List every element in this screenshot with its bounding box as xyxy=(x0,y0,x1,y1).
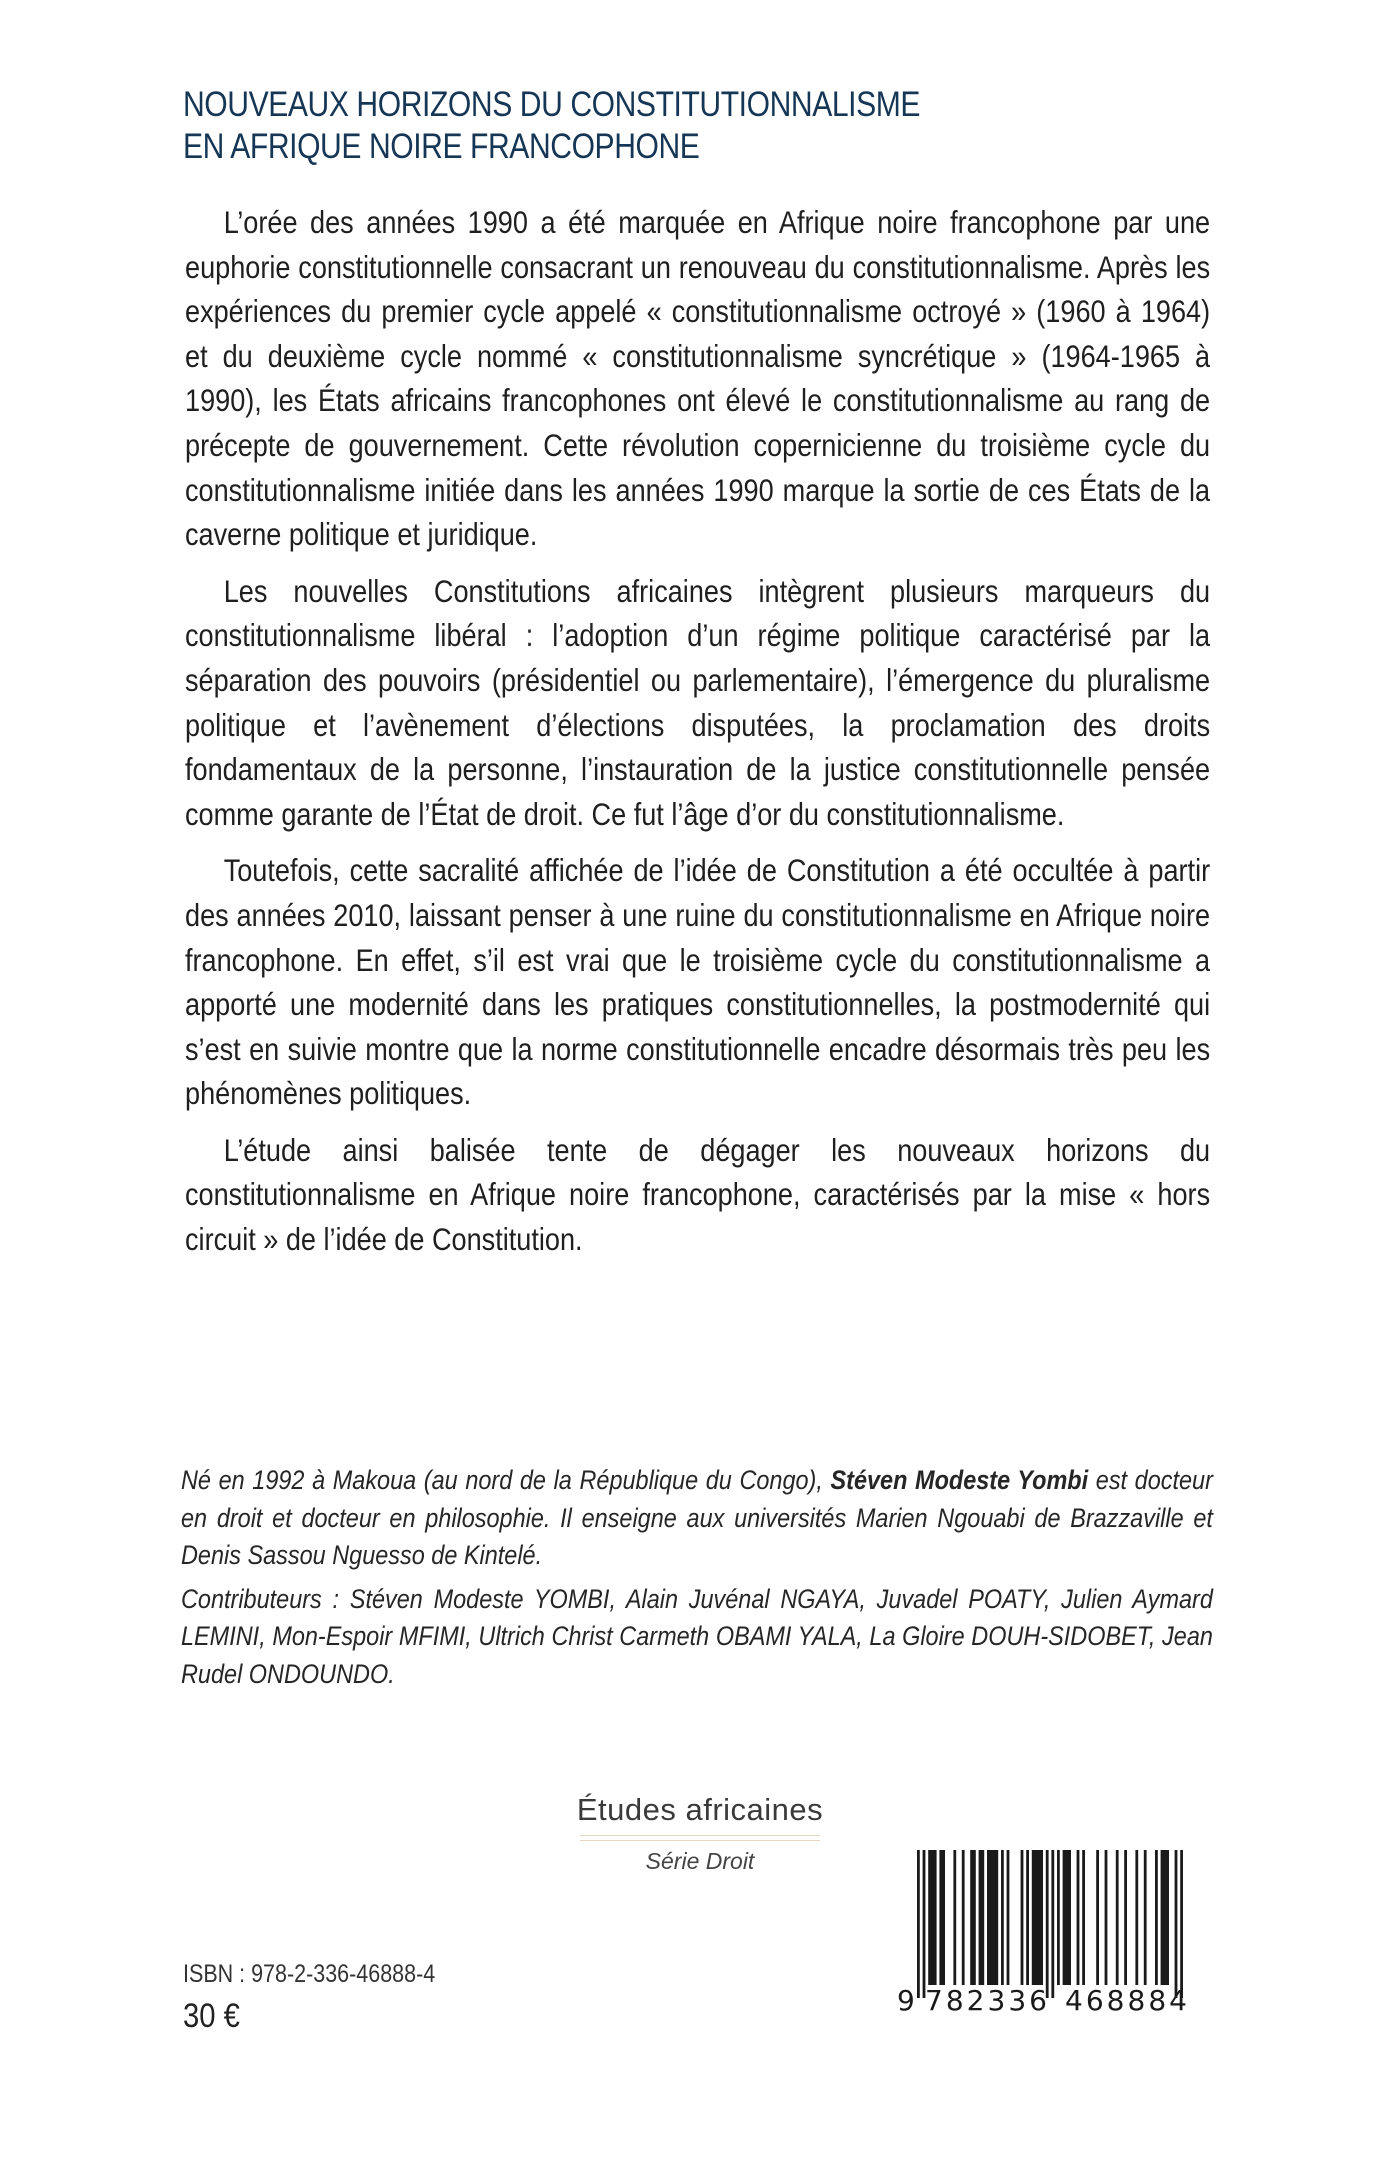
barcode-bar xyxy=(939,1850,945,1985)
barcode-bar xyxy=(1155,1850,1158,1985)
blurb-paragraph-3: Toutefois, cette sacralité affichée de l’idée de Constitution a été occultée à partir des années 2010, laissant penser à une ruine du constitutionnalisme en Afrique noire francophone. En effet, s’il est vrai que le troisième cycle du constitutionnalisme a apporté une modernité dans les pratiques constitutionnelles, la postmodernité qui s’est en suivie montre que la norme constitutionnelle encadre désormais très peu les phénomènes politiques. xyxy=(185,852,1211,1112)
barcode-bar xyxy=(1077,1850,1080,1985)
barcode-bar xyxy=(962,1850,965,1985)
author-bio xyxy=(181,1462,1213,1699)
book-title xyxy=(183,84,1129,168)
barcode-guard-bar xyxy=(923,1850,926,1998)
blurb-paragraph-1: L’orée des années 1990 a été marquée en Afrique noire francophone par une euphorie constitutionnelle consacrant un renouveau du constitutionnalisme. Après les expériences du premier cycle appelé « constitutionnalisme octroyé » (1960 à 1964) et du deuxième cycle nommé « constitutionnalisme syncrétique » (1964-1965 à 1990), les États africains francophones ont élevé le constitutionnalisme au rang de précepte de gouvernement. Cette révolution copernicienne du troisième cycle du constitutionnalisme initiée dans les années 1990 marque la sortie de ces États de la caverne politique et juridique. xyxy=(185,204,1211,553)
barcode-bar xyxy=(1082,1850,1085,1985)
bio-rest: est docteur en droit et docteur en philosophie. Il enseigne aux universités Marien Ngouabi de Brazzaville et Denis Sassou Nguesso de Kintelé. xyxy=(181,1465,1213,1570)
series-subseries: Série Droit xyxy=(645,1848,755,1874)
isbn-label: ISBN : 978-2-336-46888-4 xyxy=(183,1960,436,1988)
barcode-bar xyxy=(928,1850,936,1985)
blurb-paragraph-2: Les nouvelles Constitutions africaines intègrent plusieurs marqueurs du constitutionnalisme libéral : l’adoption d’un régime politique caractérisé par la séparation des pouvoirs (présidentiel ou parlementaire), l’émergence du pluralisme politique et l’avènement d’élections disputées, la proclamation des droits fondamentaux de la personne, l’instauration de la justice constitutionnelle pensée comme garante de l’État de droit. Ce fut l’âge d’or du constitutionnalisme. xyxy=(185,572,1211,832)
series-logo xyxy=(560,1790,840,1879)
barcode-bar xyxy=(1026,1850,1029,1985)
barcode-left-digits: 782336 xyxy=(925,1984,1047,2017)
barcode-guard-bar xyxy=(1046,1850,1049,1998)
title-line-2: EN AFRIQUE NOIRE FRANCOPHONE xyxy=(183,127,700,166)
series-divider xyxy=(580,1835,820,1841)
barcode-bar xyxy=(970,1850,976,1985)
barcode-guard-bar xyxy=(917,1850,920,1998)
barcode-guard-bar xyxy=(1180,1850,1183,1998)
barcode-first-digit: 9 xyxy=(897,1984,915,2017)
barcode-bar xyxy=(1096,1850,1099,1985)
barcode-bar xyxy=(1032,1850,1043,1985)
barcode-bar xyxy=(953,1850,956,1985)
barcode-guard-bar xyxy=(1175,1850,1178,1998)
bio-intro: Né en 1992 à Makoua (au nord de la République du Congo), xyxy=(181,1465,831,1495)
barcode-bar xyxy=(1007,1850,1010,1985)
isbn-barcode xyxy=(895,1850,1225,2020)
barcode-bar xyxy=(1105,1850,1108,1985)
barcode-right-digits: 468884 xyxy=(1065,1984,1187,2017)
barcode-bar xyxy=(979,1850,985,1985)
barcode-bar xyxy=(1057,1850,1060,1985)
barcode-bar xyxy=(1063,1850,1071,1985)
barcode-bar xyxy=(1124,1850,1127,1985)
blurb-paragraph-4: L’étude ainsi balisée tente de dégager les nouveaux horizons du constitutionnalisme en Afrique noire francophone, caractérisés par la mise « hors circuit » de l’idée de Constitution. xyxy=(185,1131,1211,1258)
barcode-bar xyxy=(1116,1850,1119,1985)
blurb xyxy=(185,200,1210,1274)
price: 30 € xyxy=(183,1997,240,2035)
title-line-1: NOUVEAUX HORIZONS DU CONSTITUTIONNALISME xyxy=(183,85,921,124)
bio-paragraph xyxy=(181,1462,1213,1575)
barcode-bar xyxy=(1135,1850,1138,1985)
barcode-bar xyxy=(1021,1850,1024,1985)
barcode-bar xyxy=(1161,1850,1169,1985)
barcode-guard-bar xyxy=(1051,1850,1054,1998)
series-name: Études africaines xyxy=(576,1792,824,1827)
barcode-bar xyxy=(1001,1850,1004,1985)
barcode-bar xyxy=(987,1850,998,1985)
author-name: Stéven Modeste Yombi xyxy=(830,1465,1089,1495)
barcode-graphic xyxy=(895,1850,1225,2020)
barcode-bars xyxy=(917,1850,1183,1998)
contributors: Contributeurs : Stéven Modeste YOMBI, Alain Juvénal NGAYA, Juvadel POATY, Julien Aymard LEMINI, Mon-Espoir MFIMI, Ultrich Christ Carmeth OBAMI YALA, La Gloire DOUH-SIDOBET, Jean Rudel ONDOUNDO. xyxy=(181,1583,1213,1689)
barcode-bar xyxy=(1144,1850,1147,1985)
